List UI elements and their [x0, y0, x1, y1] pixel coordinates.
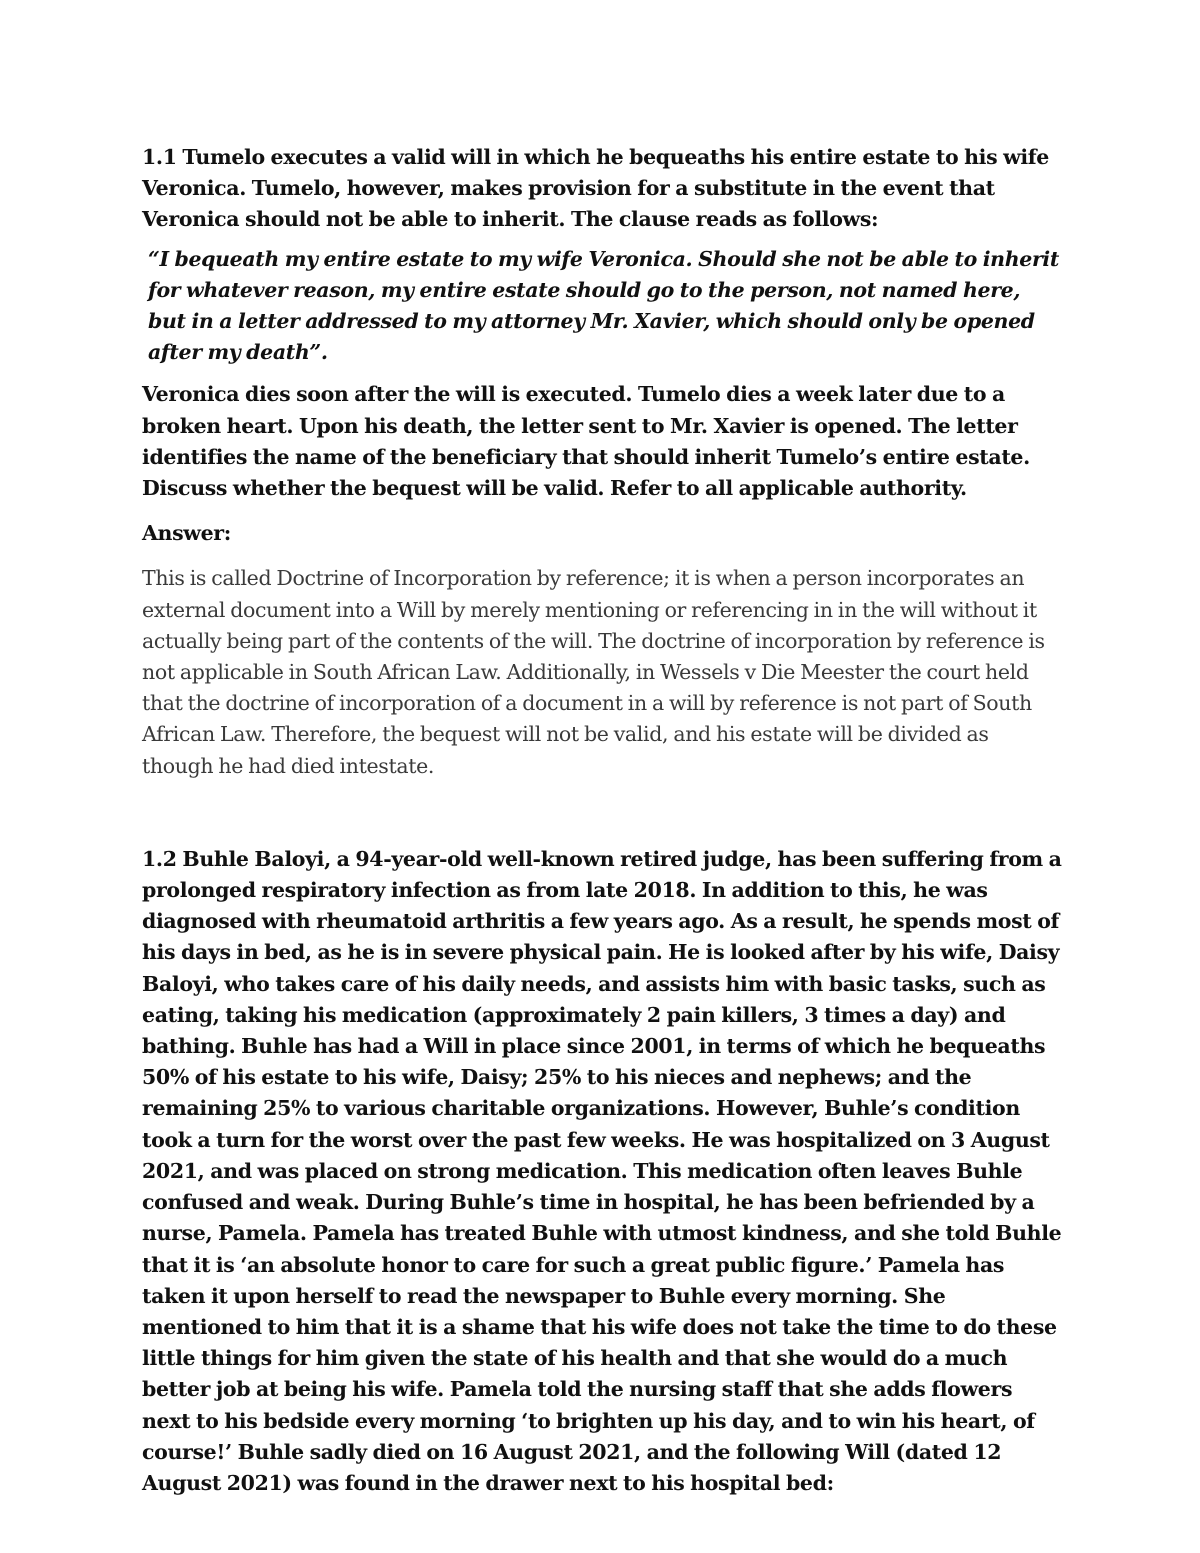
answer-heading: Answer:	[142, 521, 231, 546]
question-2-body: 1.2 Buhle Baloyi, a 94-year-old well-known retired judge, has been suffering from a prolonged respiratory infection as from late 2018. In addition to this, he was diagnosed with rheumatoid arthritis a few years ago. As a result, he spends most of his days in bed, as he is in severe physical pain. He is looked after by his wife, Daisy Baloyi, who takes care of his daily needs, and assists him with basic tasks, such as eating, taking his medication (approximately 2 pain killers, 3 times a day) and bathing. Buhle has had a Will in place since 2001, in terms of which he bequeaths 50% of his estate to his wife, Daisy; 25% to his nieces and nephews; and the remaining 25% to various charitable organizations. However, Buhle’s condition took a turn for the worst over the past few weeks. He was hospitalized on 3 August 2021, and was placed on strong medication. This medication often leaves Buhle confused and weak. During Buhle’s time in hospital, he has been befriended by a nurse, Pamela. Pamela has treated Buhle with utmost kindness, and she told Buhle that it is ‘an absolute honor to care for such a great public figure.’ Pamela has taken it upon herself to read the newspaper to Buhle every morning. She mentioned to him that it is a shame that his wife does not take the time to do these little things for him given the state of his health and that she would do a much better job at being his wife. Pamela told the nursing staff that she adds flowers next to his bedside every morning ‘to brighten up his day, and to win his heart, of course!’ Buhle sadly died on 16 August 2021, and the following Will (dated 12 August 2021) was found in the drawer next to his hospital bed:	[142, 846, 1062, 1495]
question-1-intro: 1.1 Tumelo executes a valid will in which he bequeaths his entire estate to his wife Veronica. Tumelo, however, makes provision for a substitute in the event that Veronica should not be able to inherit. The clause reads as follows:	[142, 145, 1049, 232]
document-page	[142, 142, 1062, 1499]
will-clause-quote: “I bequeath my entire estate to my wife Veronica. Should she not be able to inherit for whatever reason, my entire estate should go to the person, not named here, but in a letter addressed to my attorney Mr. Xavier, which should only be opened after my death”.	[148, 246, 1059, 365]
answer-text: This is called Doctrine of Incorporation by reference; it is when a person incorporates an external document into a Will by merely mentioning or referencing in in the will without it actually being part of the contents of the will. The doctrine of incorporation by reference is not applicable in South African Law. Additionally, in Wessels v Die Meester the court held that the doctrine of incorporation of a document in a will by reference is not part of South African Law. Therefore, the bequest will not be valid, and his estate will be divided as though he had died intestate.	[142, 566, 1045, 778]
question-1-body: Veronica dies soon after the will is executed. Tumelo dies a week later due to a broken heart. Upon his death, the letter sent to Mr. Xavier is opened. The letter identifies the name of the beneficiary that should inherit Tumelo’s entire estate. Discuss whether the bequest will be valid. Refer to all applicable authority.	[142, 382, 1030, 501]
